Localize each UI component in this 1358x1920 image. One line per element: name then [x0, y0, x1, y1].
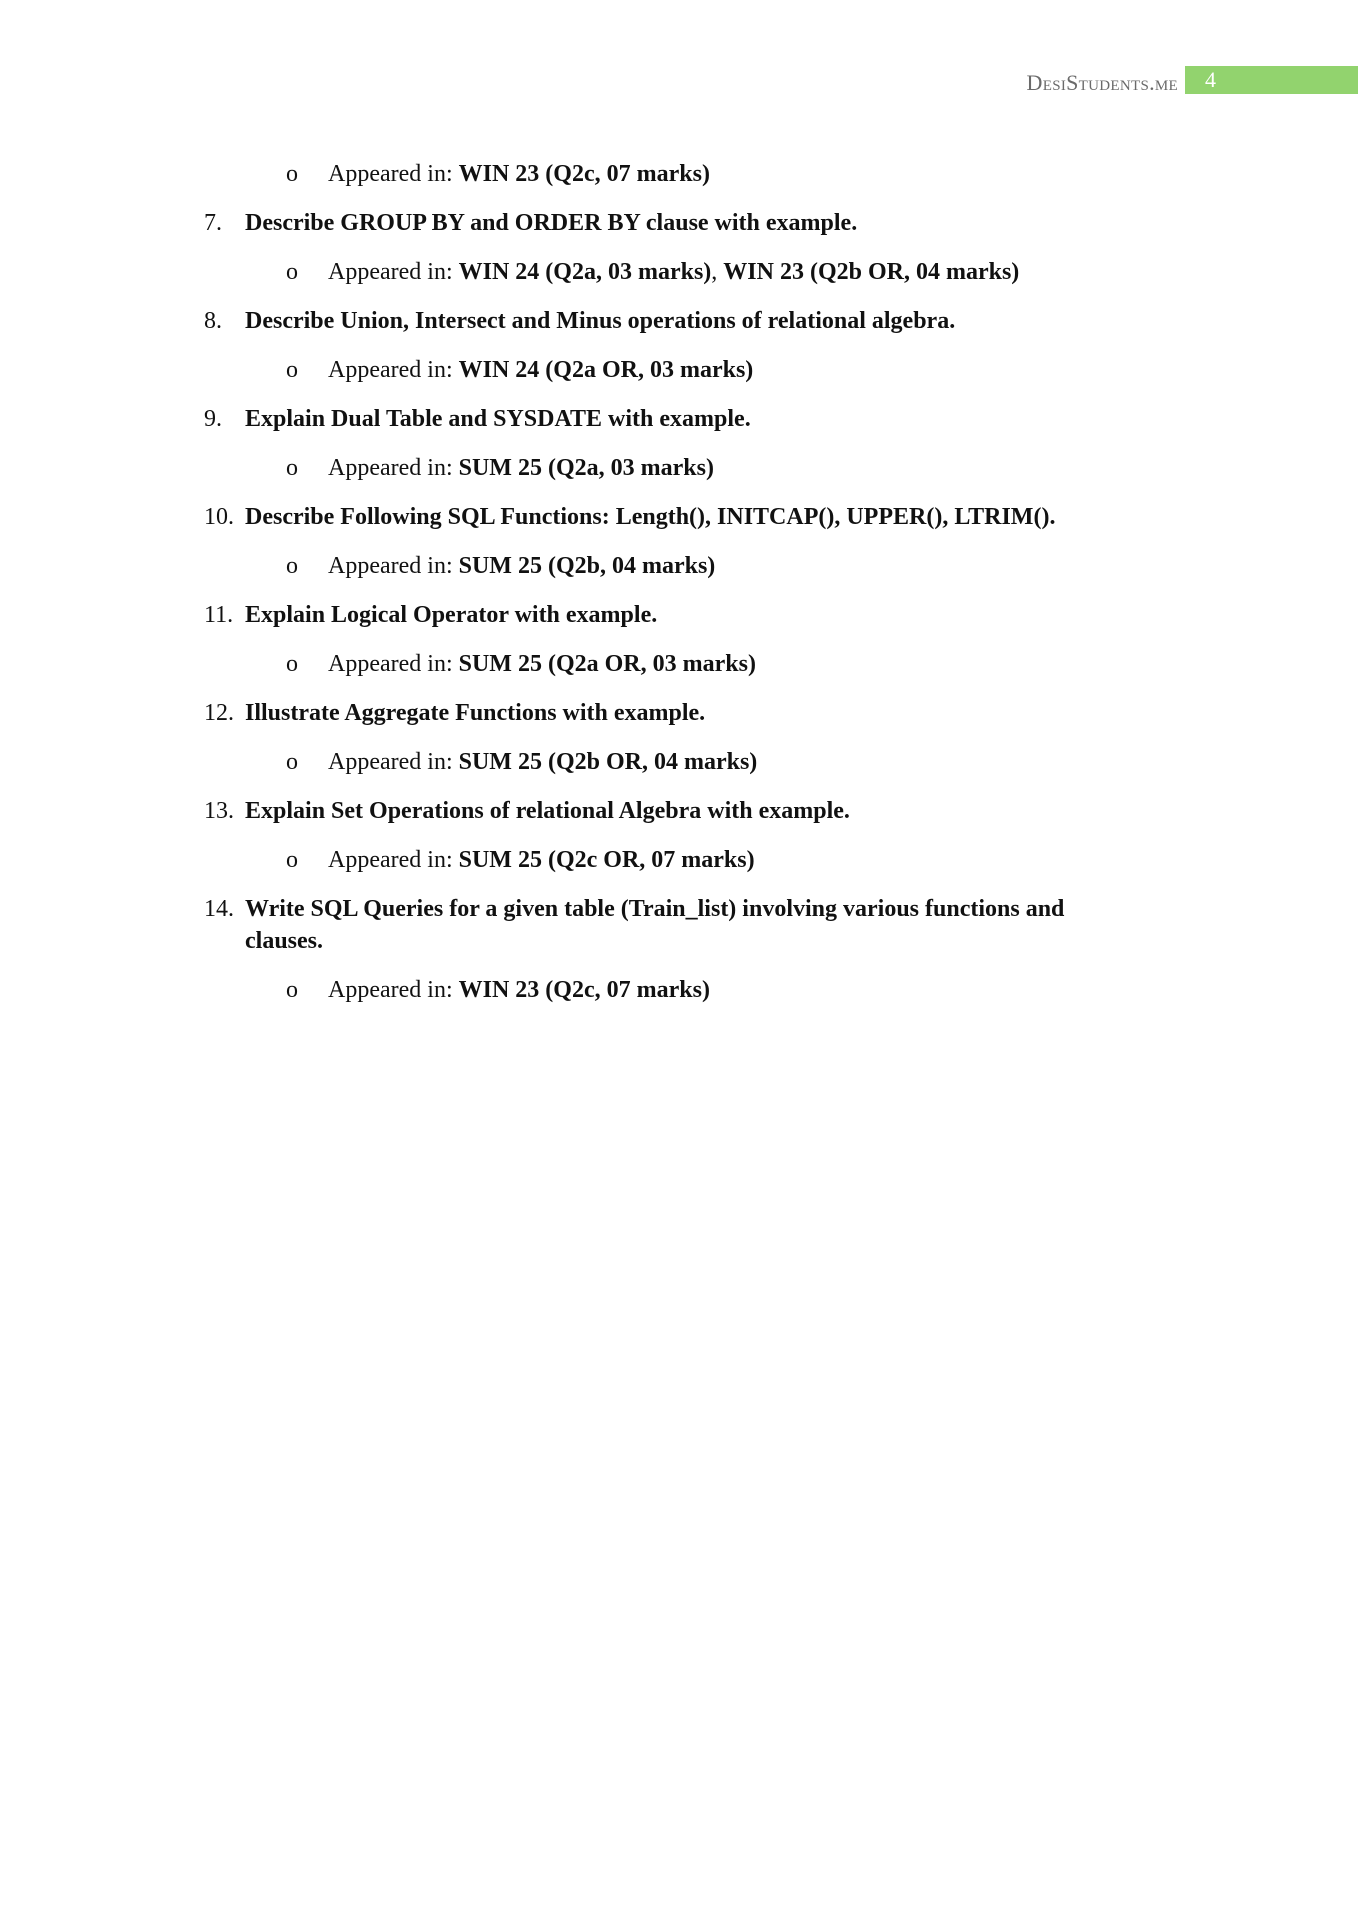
appearance-label: Appeared in:	[328, 847, 459, 873]
bullet-icon: o	[286, 553, 298, 579]
question-item	[0, 305, 1358, 354]
question-text: Describe Following SQL Functions: Length(), INITCAP(), UPPER(), LTRIM().	[245, 504, 1056, 530]
bullet-icon: o	[286, 161, 298, 187]
appearance-text	[328, 452, 714, 484]
appearance-ref: WIN 24 (Q2a OR, 03 marks)	[458, 357, 754, 383]
appearance-label: Appeared in:	[328, 651, 459, 677]
bullet-icon: o	[286, 357, 298, 383]
question-item	[0, 697, 1358, 746]
appearance-bullet	[0, 158, 1358, 207]
question-text: Illustrate Aggregate Functions with example.	[245, 700, 706, 726]
question-number: 12.	[204, 700, 234, 726]
appearance-text	[328, 746, 757, 778]
appearance-separator: ,	[711, 259, 724, 285]
page-header	[0, 66, 1358, 96]
site-name: DesiStudents.me	[1026, 70, 1178, 95]
question-number: 8.	[204, 308, 222, 334]
appearance-bullet	[0, 648, 1358, 697]
question-item	[0, 207, 1358, 256]
appearance-ref: WIN 23 (Q2c, 07 marks)	[458, 161, 710, 187]
appearance-ref: SUM 25 (Q2a OR, 03 marks)	[458, 651, 756, 677]
bullet-icon: o	[286, 259, 298, 285]
bullet-icon: o	[286, 847, 298, 873]
question-text: Explain Logical Operator with example.	[245, 602, 658, 628]
appearance-bullet	[0, 452, 1358, 501]
appearance-ref: SUM 25 (Q2a, 03 marks)	[458, 455, 714, 481]
bullet-icon: o	[286, 651, 298, 677]
page-number-badge: 4	[1185, 66, 1358, 94]
appearance-label: Appeared in:	[328, 161, 459, 187]
question-text: Describe Union, Intersect and Minus operations of relational algebra.	[245, 308, 956, 334]
appearance-bullet	[0, 974, 1358, 1023]
question-item	[0, 893, 1358, 974]
appearance-label: Appeared in:	[328, 455, 459, 481]
appearance-text	[328, 974, 710, 1006]
question-item	[0, 501, 1358, 550]
appearance-label: Appeared in:	[328, 749, 459, 775]
appearance-text	[328, 648, 756, 680]
appearance-text	[328, 256, 1019, 288]
question-number: 14.	[204, 896, 234, 922]
appearance-ref: SUM 25 (Q2b OR, 04 marks)	[458, 749, 758, 775]
appearance-text	[328, 158, 710, 190]
appearance-ref: WIN 23 (Q2b OR, 04 marks)	[723, 259, 1020, 285]
appearance-text	[328, 550, 715, 582]
question-number: 9.	[204, 406, 222, 432]
appearance-text	[328, 844, 755, 876]
appearance-ref: SUM 25 (Q2c OR, 07 marks)	[458, 847, 755, 873]
question-number: 11.	[204, 602, 234, 628]
appearance-bullet	[0, 256, 1358, 305]
question-item	[0, 599, 1358, 648]
question-text: Describe GROUP BY and ORDER BY clause with example.	[245, 210, 858, 236]
appearance-label: Appeared in:	[328, 553, 459, 579]
appearance-bullet	[0, 844, 1358, 893]
appearance-bullet	[0, 746, 1358, 795]
question-text: Explain Set Operations of relational Algebra with example.	[245, 798, 850, 824]
question-number: 7.	[204, 210, 222, 236]
question-number: 10.	[204, 504, 234, 530]
bullet-icon: o	[286, 749, 298, 775]
question-number: 13.	[204, 798, 234, 824]
question-text: Explain Dual Table and SYSDATE with example.	[245, 406, 751, 432]
question-text: Write SQL Queries for a given table (Train_list) involving various functions and clauses.	[245, 896, 1065, 954]
question-list	[0, 158, 1358, 1023]
question-item	[0, 403, 1358, 452]
appearance-label: Appeared in:	[328, 977, 459, 1003]
appearance-bullet	[0, 354, 1358, 403]
bullet-icon: o	[286, 455, 298, 481]
appearance-ref: WIN 24 (Q2a, 03 marks)	[458, 259, 712, 285]
appearance-label: Appeared in:	[328, 259, 459, 285]
bullet-icon: o	[286, 977, 298, 1003]
appearance-ref: WIN 23 (Q2c, 07 marks)	[458, 977, 710, 1003]
appearance-ref: SUM 25 (Q2b, 04 marks)	[458, 553, 716, 579]
appearance-label: Appeared in:	[328, 357, 459, 383]
question-item	[0, 795, 1358, 844]
appearance-bullet	[0, 550, 1358, 599]
appearance-text	[328, 354, 753, 386]
